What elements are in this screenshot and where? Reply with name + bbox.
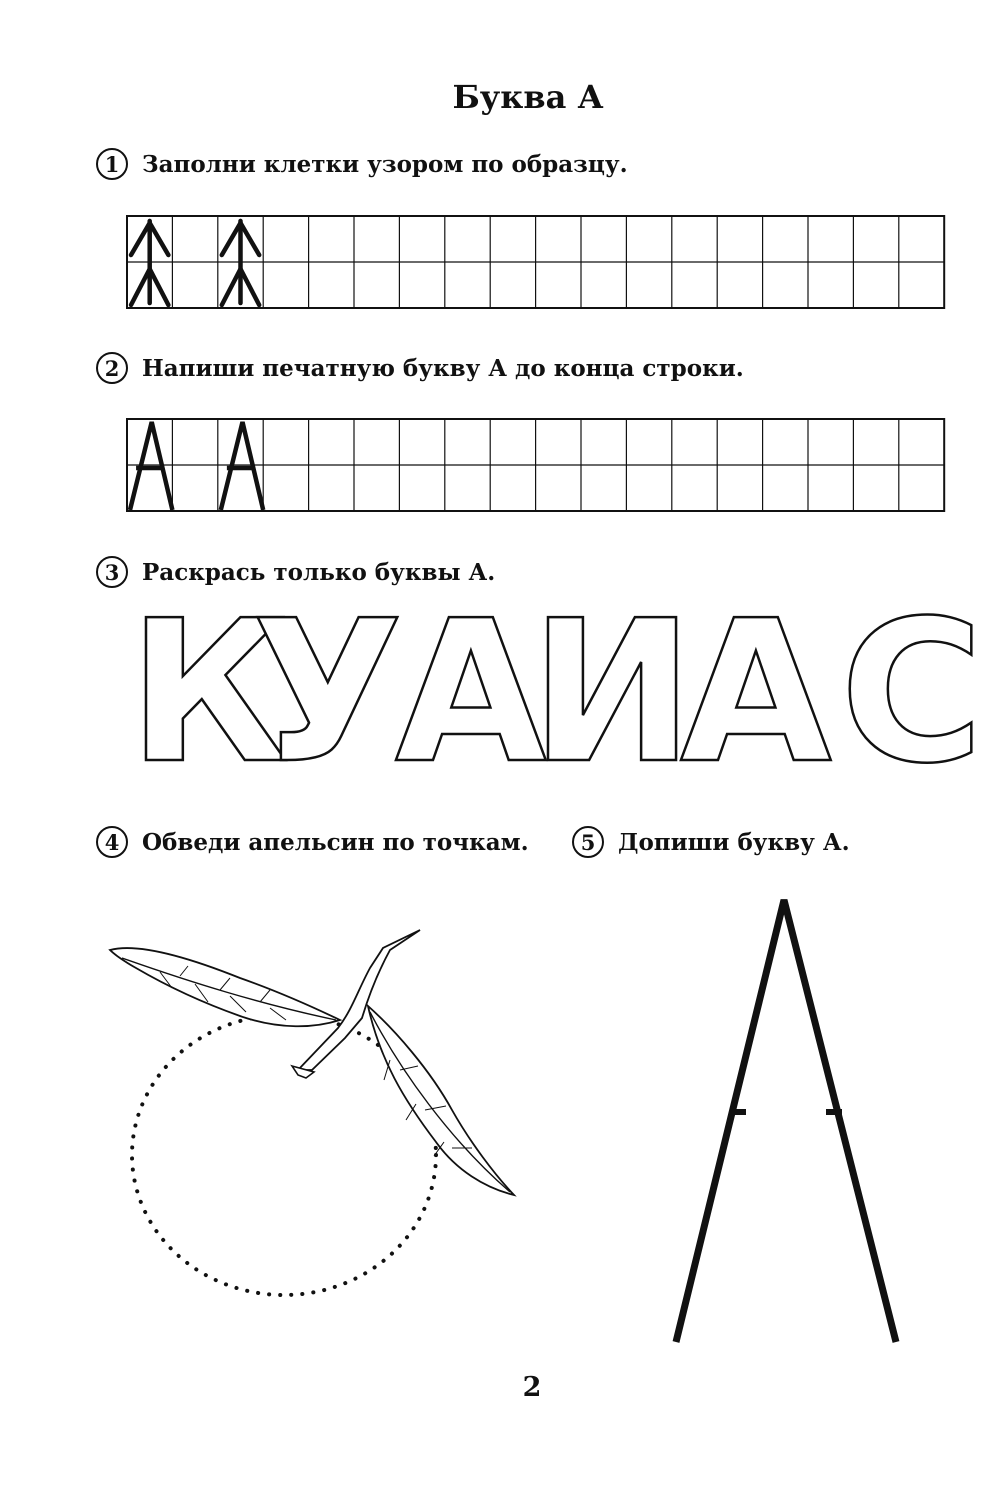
task-4 (96, 826, 529, 858)
task-number: 2 (96, 352, 128, 384)
coloring-letter[interactable]: К (128, 600, 289, 770)
coloring-letter[interactable]: А (395, 600, 547, 770)
letter-sample (130, 422, 172, 510)
task-3 (96, 556, 495, 588)
pattern-sample (222, 221, 259, 305)
task-number: 3 (96, 556, 128, 588)
task-text: Заполни клетки узором по образцу. (142, 150, 628, 178)
task-text: Обведи апельсин по точкам. (142, 828, 529, 856)
task-number: 5 (572, 826, 604, 858)
letter-a-tracing-icon[interactable] (650, 880, 930, 1360)
task-text: Раскрась только буквы А. (142, 558, 496, 586)
letter-sample (221, 422, 263, 510)
coloring-letter[interactable]: И (530, 600, 695, 770)
coloring-letter[interactable]: С (840, 600, 984, 770)
task-2 (96, 352, 744, 384)
task-text: Напиши печатную букву А до конца строки. (142, 354, 744, 382)
pattern-grid[interactable] (126, 215, 946, 310)
orange-icon[interactable] (100, 920, 530, 1320)
page-number: 2 (522, 1372, 542, 1403)
task-5 (572, 826, 850, 858)
task-text: Допиши букву А. (618, 828, 850, 856)
task-number: 1 (96, 148, 128, 180)
task-1 (96, 148, 628, 180)
coloring-letters[interactable] (0, 600, 1000, 770)
page-title: Буква А (452, 78, 604, 116)
letter-grid[interactable] (126, 418, 946, 513)
task-number: 4 (96, 826, 128, 858)
coloring-letter[interactable]: У (252, 600, 404, 770)
coloring-letter[interactable]: А (680, 600, 832, 770)
pattern-sample (131, 221, 168, 305)
